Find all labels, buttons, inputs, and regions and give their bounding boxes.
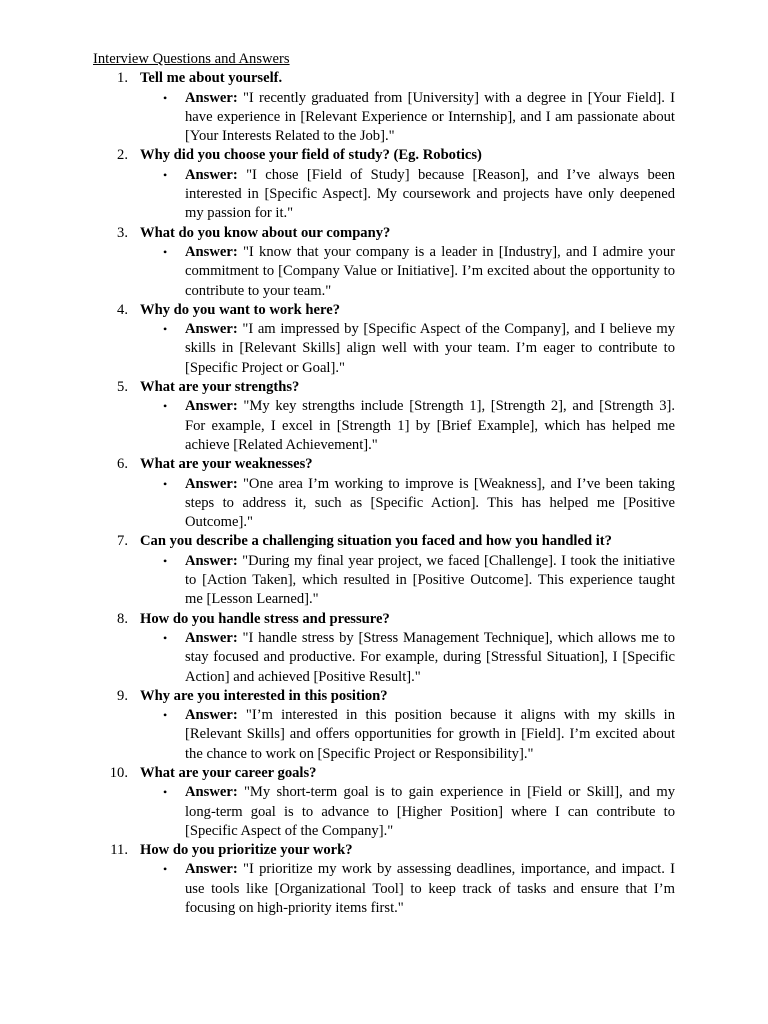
answer-item xyxy=(163,89,675,147)
question-text: What are your strengths? xyxy=(140,379,300,396)
answer-label: Answer: xyxy=(185,552,243,569)
answer-text: "I handle stress by [Stress Management Technique], which allows me to stay focused and productive. For example, during [Stressful Situation], I [Specific Action] and achieved [Positive Result]." xyxy=(185,629,675,685)
bullet-icon: • xyxy=(163,630,168,645)
answer-label: Answer: xyxy=(185,89,243,106)
answer-item xyxy=(163,783,675,841)
question-number: 8. xyxy=(117,610,128,627)
question-text: Why are you interested in this position? xyxy=(140,687,388,704)
question-text: What are your career goals? xyxy=(140,764,317,781)
bullet-icon: • xyxy=(163,476,168,491)
answer-text: "I am impressed by [Specific Aspect of the Company], and I believe my skills in [Relevant Skills] align well with your team. I’m eager to contribute to [Specific Project or Goal]." xyxy=(185,321,676,376)
bullet-icon: • xyxy=(163,708,168,723)
question-text: Why do you want to work here? xyxy=(140,301,341,318)
question-item xyxy=(93,69,675,146)
answer-item xyxy=(163,397,675,455)
answer-item xyxy=(163,860,676,918)
bullet-icon: • xyxy=(163,553,168,568)
question-text: How do you handle stress and pressure? xyxy=(140,610,390,627)
bullet-icon: • xyxy=(163,167,168,182)
question-item xyxy=(93,224,675,301)
question-text: What do you know about our company? xyxy=(140,224,391,241)
question-item xyxy=(93,146,675,223)
question-item xyxy=(93,764,675,841)
question-item xyxy=(93,455,675,532)
bullet-icon: • xyxy=(163,244,168,259)
answer-text: "I’m interested in this position because it aligns with my skills in [Relevant Skills] and offers opportunities for growth in [Field]. I’m excited about the chance to work on [Specific Project or Responsibility]." xyxy=(185,707,675,762)
answer-label: Answer: xyxy=(185,784,244,801)
answer-item xyxy=(163,629,675,687)
answer-label: Answer: xyxy=(185,629,243,646)
answer-label: Answer: xyxy=(185,707,246,724)
document-title: Interview Questions and Answers xyxy=(93,51,290,67)
document-page xyxy=(93,50,675,918)
question-list xyxy=(93,69,675,918)
answer-item xyxy=(163,320,676,378)
answer-label: Answer: xyxy=(185,166,247,183)
question-text: How do you prioritize your work? xyxy=(140,842,353,859)
answer-label: Answer: xyxy=(185,243,243,260)
answer-text: "One area I’m working to improve is [Weakness], and I’ve been taking steps to address it, such as [Specific Action]. This has helped me [Positive Outcome]." xyxy=(185,475,675,531)
question-item xyxy=(93,687,675,764)
question-number: 7. xyxy=(117,533,128,550)
question-number: 6. xyxy=(117,456,128,473)
question-item xyxy=(93,841,675,918)
bullet-icon: • xyxy=(163,399,168,414)
answer-label: Answer: xyxy=(185,475,243,492)
question-number: 10. xyxy=(109,764,128,781)
answer-text: "I know that your company is a leader in [Industry], and I admire your commitment to [Company Value or Initiative]. I’m excited about the opportunity to contribute to your team." xyxy=(185,243,675,299)
answer-text: "I recently graduated from [University] with a degree in [Your Field]. I have experience in [Relevant Experience or Internship], and I am passionate about [Your Interests Related to the Job]." xyxy=(185,89,675,145)
answer-item xyxy=(163,475,675,533)
answer-text: "I prioritize my work by assessing deadlines, importance, and impact. I use tools like [Organizational Tool] to keep track of tasks and ensure that I’m focusing on high-priority items first." xyxy=(185,861,676,917)
question-number: 1. xyxy=(117,70,128,87)
question-number: 3. xyxy=(117,224,128,241)
question-item xyxy=(93,610,675,687)
question-text: Tell me about yourself. xyxy=(140,70,283,87)
question-item xyxy=(93,378,675,455)
question-number: 4. xyxy=(117,301,128,318)
answer-text: "I chose [Field of Study] because [Reason], and I’ve always been interested in [Specific Aspect]. My coursework and projects have only deepened my passion for it." xyxy=(185,166,675,222)
question-number: 5. xyxy=(117,379,128,396)
answer-label: Answer: xyxy=(185,321,243,338)
question-text: What are your weaknesses? xyxy=(140,456,313,473)
bullet-icon: • xyxy=(163,322,168,337)
answer-item xyxy=(163,552,675,610)
answer-label: Answer: xyxy=(185,398,244,415)
question-text: Why did you choose your field of study? (Eg. Robotics) xyxy=(140,147,482,164)
answer-text: "My short-term goal is to gain experience in [Field or Skill], and my long-term goal is to advance to [Higher Position] where I can contribute to [Specific Aspect of the Company]." xyxy=(185,784,675,839)
answer-label: Answer: xyxy=(185,861,243,878)
answer-text: "During my final year project, we faced [Challenge]. I took the initiative to [Action Taken], which resulted in [Positive Outcome]. This experience taught me [Lesson Learned]." xyxy=(185,552,675,608)
question-number: 9. xyxy=(117,687,128,704)
answer-text: "My key strengths include [Strength 1], [Strength 2], and [Strength 3]. For example, I excel in [Strength 1] by [Brief Example], which has helped me achieve [Related Achievement]." xyxy=(185,398,675,453)
answer-item xyxy=(163,706,675,764)
question-item xyxy=(93,532,675,609)
question-number: 2. xyxy=(117,147,128,164)
bullet-icon: • xyxy=(163,90,168,105)
question-text: Can you describe a challenging situation you faced and how you handled it? xyxy=(140,533,612,550)
question-number: 11. xyxy=(110,842,128,859)
bullet-icon: • xyxy=(163,862,168,877)
answer-item xyxy=(163,243,675,301)
answer-item xyxy=(163,166,675,224)
question-item xyxy=(93,301,675,378)
bullet-icon: • xyxy=(163,785,168,800)
